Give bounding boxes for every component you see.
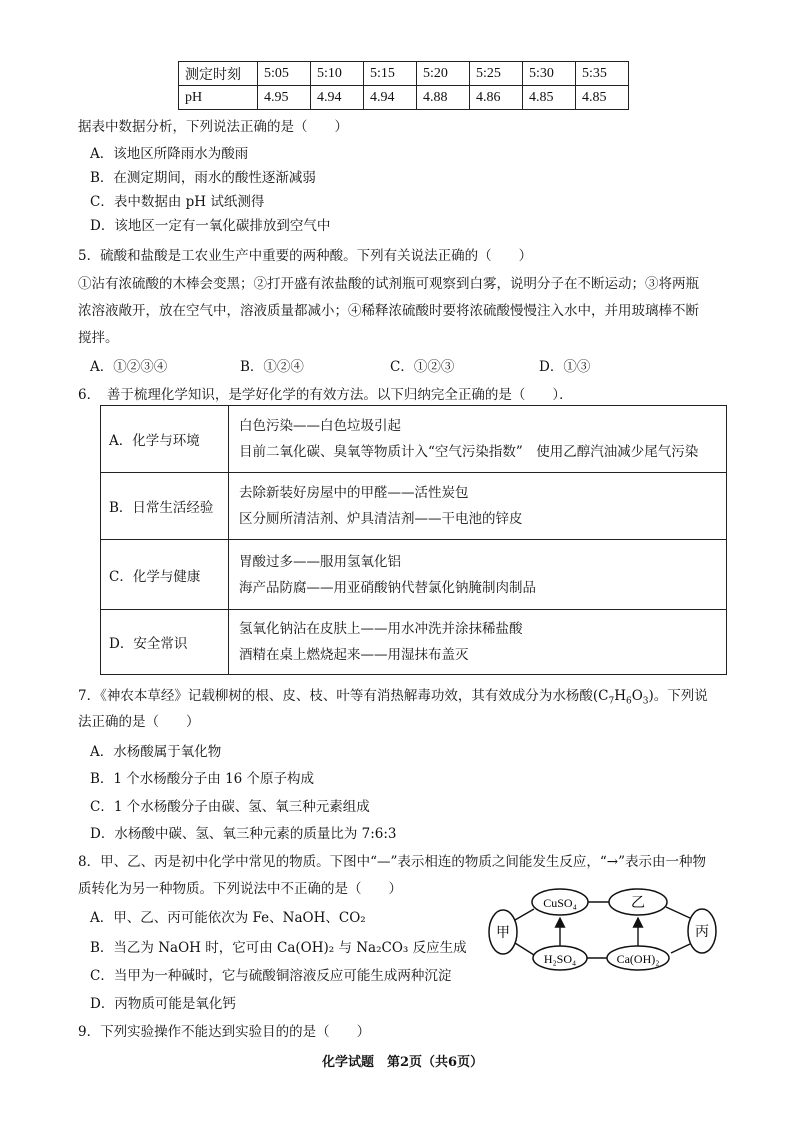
row-category: D．安全常识 bbox=[101, 610, 229, 675]
row-items bbox=[229, 473, 727, 540]
row-category: C．化学与健康 bbox=[101, 540, 229, 610]
reaction-diagram bbox=[480, 880, 730, 990]
table-cell: 5:30 bbox=[523, 62, 576, 86]
link-jia-cuso4 bbox=[515, 909, 534, 920]
q8-option-d: D．丙物质可能是氧化钙 bbox=[90, 996, 236, 1012]
q5-line-1: ①沾有浓硫酸的木棒会变黑；②打开盛有浓盐酸的试剂瓶可观察到白雾，说明分子在不断运动；③将两瓶 bbox=[78, 276, 699, 292]
ph-table bbox=[178, 61, 629, 110]
q4-option-b: B．在测定期间，雨水的酸性逐渐减弱 bbox=[90, 170, 316, 186]
table-row bbox=[101, 610, 727, 675]
row-item: 白色污染——白色垃圾引起 bbox=[239, 418, 401, 434]
node-caoh2-label: Ca(OH)₂ bbox=[616, 952, 660, 966]
q5-line-3: 搅拌。 bbox=[78, 330, 119, 346]
q7-stem-line-1 bbox=[78, 684, 708, 707]
salicylic-acid-formula bbox=[598, 688, 649, 707]
table-row bbox=[101, 540, 727, 610]
node-jia-label: 甲 bbox=[496, 925, 510, 941]
formula-element: C bbox=[598, 688, 609, 704]
table-cell: 4.94 bbox=[364, 86, 417, 110]
row-items bbox=[229, 406, 727, 473]
node-cuso4-label: CuSO₄ bbox=[543, 896, 577, 910]
q5-choice-d: D．①③ bbox=[539, 359, 591, 375]
q8-option-a: A．甲、乙、丙可能依次为 Fe、NaOH、CO₂ bbox=[90, 910, 366, 926]
table-cell: 4.85 bbox=[523, 86, 576, 110]
q5-stem: 5．硫酸和盐酸是工农业生产中重要的两种酸。下列有关说法正确的（ ） bbox=[78, 248, 533, 264]
row-item: 去除新装好房屋中的甲醛——活性炭包 bbox=[239, 485, 469, 501]
q6-summary-table bbox=[100, 405, 727, 675]
row-items bbox=[229, 610, 727, 675]
link-jia-h2so4 bbox=[515, 943, 534, 955]
q8-stem-line-1: 8．甲、乙、丙是初中化学中常见的物质。下图中“—”表示相连的物质之间能发生反应，“→”表示由一种物 bbox=[78, 854, 707, 870]
table-cell: 4.94 bbox=[311, 86, 364, 110]
ph-table-header-row bbox=[179, 62, 629, 86]
q7-option-c: C．1 个水杨酸分子由碳、氢、氧三种元素组成 bbox=[90, 799, 370, 815]
table-cell: 5:05 bbox=[258, 62, 311, 86]
q4-option-c: C．表中数据由 pH 试纸测得 bbox=[90, 194, 265, 210]
row-category: B．日常生活经验 bbox=[101, 473, 229, 540]
formula-element: O bbox=[631, 688, 643, 704]
page-footer: 化学试题 第2页（共6页） bbox=[322, 1055, 484, 1070]
row-item: 胃酸过多——服用氢氧化铝 bbox=[239, 553, 401, 570]
row-items bbox=[229, 540, 727, 610]
node-yi-label: 乙 bbox=[631, 895, 645, 911]
formula-element: H bbox=[614, 688, 626, 704]
table-cell: 5:20 bbox=[417, 62, 470, 86]
q5-choice-c: C．①②③ bbox=[390, 359, 455, 375]
q5-choice-b: B．①②④ bbox=[240, 359, 304, 375]
q6-stem: 6． 善于梳理化学知识，是学好化学的有效方法。以下归纳完全正确的是（ ）． bbox=[78, 387, 573, 403]
formula-subscript: 3 bbox=[642, 696, 649, 707]
q7-option-a: A．水杨酸属于氧化物 bbox=[90, 744, 222, 760]
q5-choice-a: A．①②③④ bbox=[90, 359, 168, 375]
table-cell: 5:35 bbox=[576, 62, 629, 86]
row-item: 酒精在桌上燃烧起来——用湿抹布盖灭 bbox=[239, 647, 469, 663]
q7-stem-text: 7．《神农本草经》记载柳树的根、皮、枝、叶等有消热解毒功效，其有效成分为水杨酸( bbox=[78, 688, 599, 704]
formula-subscript: 6 bbox=[625, 696, 632, 707]
row-category: A．化学与环境 bbox=[101, 406, 229, 473]
link-caoh2-bing bbox=[671, 944, 690, 953]
q4-stem: 据表中数据分析，下列说法正确的是（ ） bbox=[78, 119, 348, 135]
row-item: 氢氧化钠沾在皮肤上——用水冲洗并涂抹稀盐酸 bbox=[239, 621, 523, 637]
q4-option-d: D．该地区一定有一氧化碳排放到空气中 bbox=[90, 218, 331, 234]
table-cell: 5:15 bbox=[364, 62, 417, 86]
q8-stem-line-2: 质转化为另一种物质。下列说法中不正确的是（ ） bbox=[78, 881, 402, 897]
q7-stem-line-2: 法正确的是（ ） bbox=[78, 714, 200, 730]
table-row bbox=[101, 473, 727, 540]
q7-option-d: D．水杨酸中碳、氢、氧三种元素的质量比为 7:6:3 bbox=[90, 826, 397, 842]
table-cell: 测定时刻 bbox=[179, 62, 258, 86]
row-item: 区分厕所清洁剂、炉具清洁剂——干电池的锌皮 bbox=[239, 511, 523, 527]
q8-option-b: B．当乙为 NaOH 时，它可由 Ca(OH)₂ 与 Na₂CO₃ 反应生成 bbox=[90, 940, 467, 956]
table-cell: 5:25 bbox=[470, 62, 523, 86]
q4-option-a: A．该地区所降雨水为酸雨 bbox=[90, 146, 249, 162]
row-item: 目前二氧化碳、臭氧等物质计入“空气污染指数” 使用乙醇汽油减少尾气污染 bbox=[239, 444, 699, 460]
formula-subscript: 7 bbox=[608, 696, 615, 707]
q9-stem: 9．下列实验操作不能达到实验目的的是（ ） bbox=[78, 1024, 371, 1040]
q7-option-b: B．1 个水杨酸分子由 16 个原子构成 bbox=[90, 771, 315, 787]
q7-stem-end: )。下列说 bbox=[648, 688, 708, 704]
row-item: 海产品防腐——用亚硝酸钠代替氯化钠腌制肉制品 bbox=[239, 579, 536, 596]
node-bing-label: 丙 bbox=[695, 924, 709, 940]
table-cell: 4.95 bbox=[258, 86, 311, 110]
table-row bbox=[101, 406, 727, 473]
link-yi-bing bbox=[666, 907, 690, 918]
table-cell: 4.86 bbox=[470, 86, 523, 110]
table-cell: 5:10 bbox=[311, 62, 364, 86]
node-h2so4-label: H₂SO₄ bbox=[543, 952, 577, 966]
table-cell: pH bbox=[179, 86, 258, 110]
ph-table-value-row bbox=[179, 86, 629, 110]
q5-line-2: 浓溶液敞开，放在空气中，溶液质量都减小；④稀释浓硫酸时要将浓硫酸慢慢注入水中，并用玻璃棒不断 bbox=[78, 303, 699, 319]
table-cell: 4.85 bbox=[576, 86, 629, 110]
table-cell: 4.88 bbox=[417, 86, 470, 110]
q8-option-c: C．当甲为一种碱时，它与硫酸铜溶液反应可能生成两种沉淀 bbox=[90, 968, 452, 984]
